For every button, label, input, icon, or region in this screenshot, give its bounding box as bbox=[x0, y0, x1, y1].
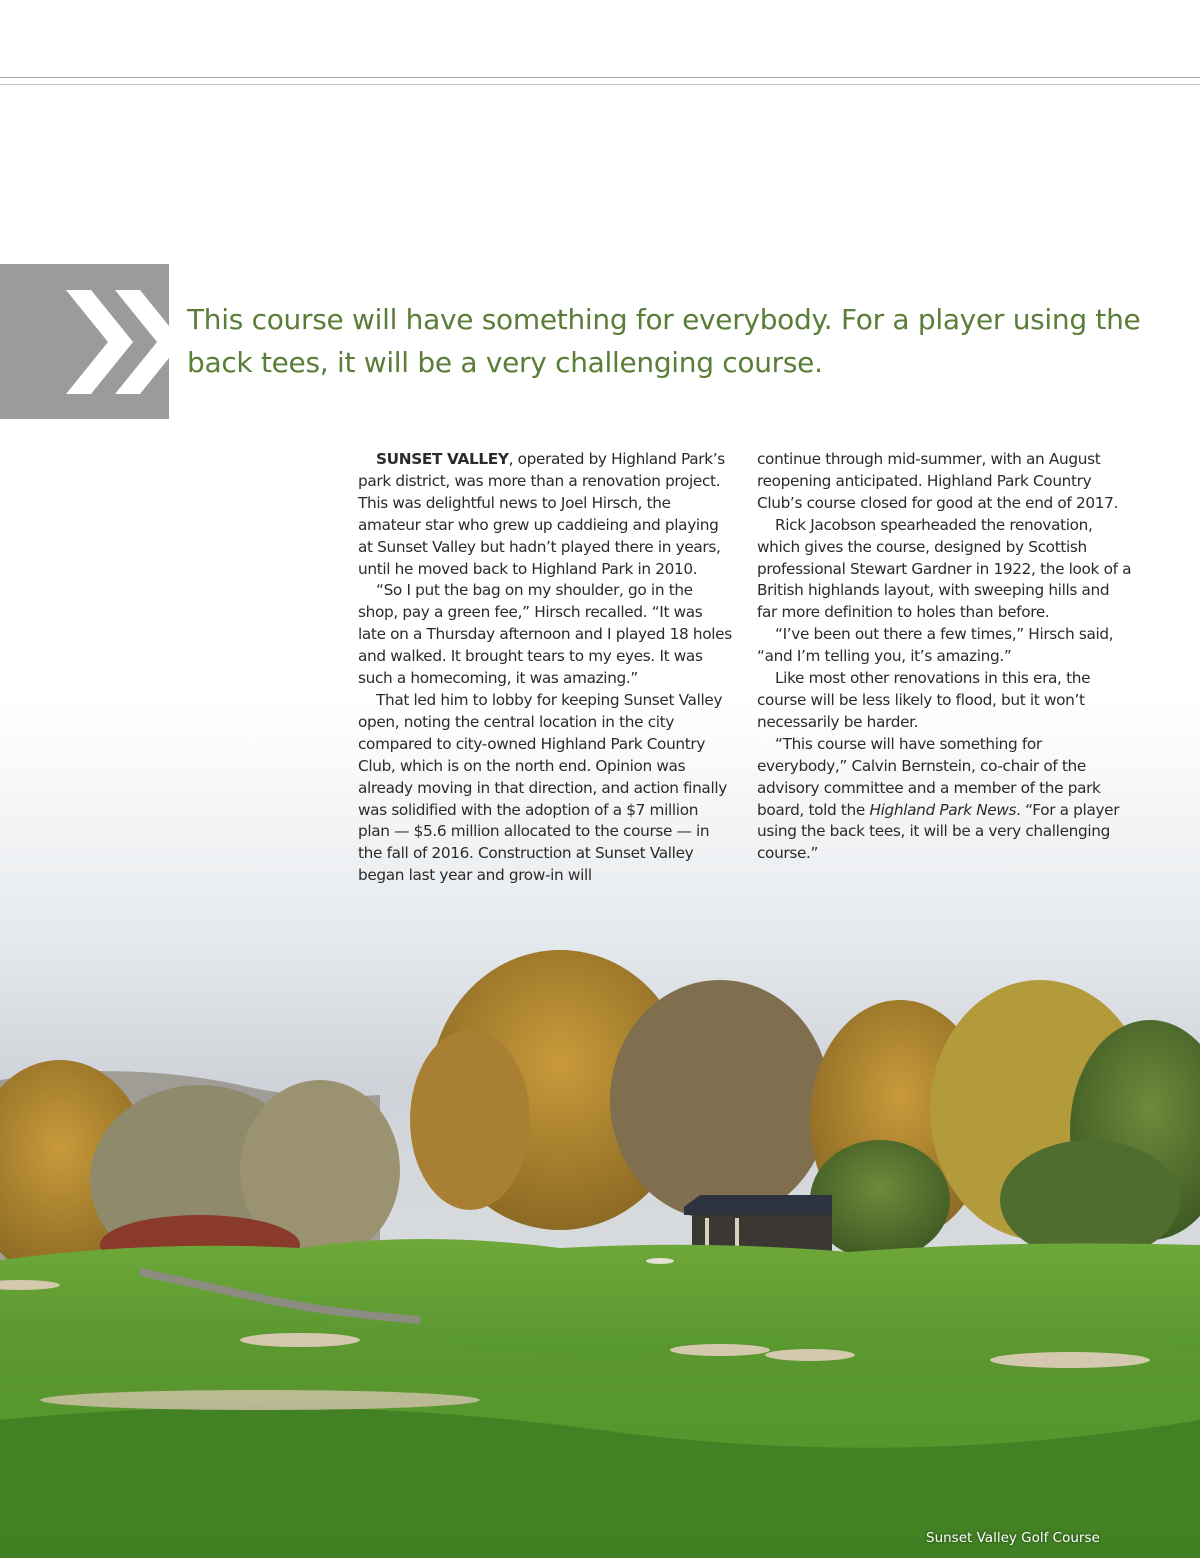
article-paragraph: Rick Jacobson spearheaded the renovation, which gives the course, designed by Scottish professional Stewart Gardner in 1922, the look of a British highlands layout, with sweeping hills and far more definition to holes than before. bbox=[757, 515, 1132, 622]
article-column-left bbox=[358, 449, 733, 887]
paragraph-text: . “For a player using the back tees, it will be a very challenging course.” bbox=[757, 800, 1120, 863]
article-paragraph: That led him to lobby for keeping Sunset Valley open, noting the central location in the city compared to city-owned Highland Park Country Club, which is on the north end. Opinion was already moving in that direction, and action finally was solidified with the adoption of a $7 million plan — $5.6 million allocated to the course — in the fall of 2016. Construction at Sunset Valley began last year and grow-in will bbox=[358, 690, 727, 885]
publication-name: Highland Park News bbox=[869, 800, 1017, 819]
header-rule-top bbox=[0, 77, 1200, 78]
article-paragraph: “I’ve been out there a few times,” Hirsch said, “and I’m telling you, it’s amazing.” bbox=[757, 625, 1114, 666]
article-paragraph bbox=[757, 734, 1132, 865]
article-column-right bbox=[757, 449, 1132, 865]
article-paragraph bbox=[358, 449, 733, 580]
pull-quote: This course will have something for everybody. For a player using the back tees, it will be a very challenging course. bbox=[187, 303, 1141, 379]
article-paragraph: “So I put the bag on my shoulder, go in the shop, pay a green fee,” Hirsch recalled. “It was late on a Thursday afternoon and I played 18 holes and walked. It brought tears to my eyes. It was such a homecoming, it was amazing.” bbox=[358, 581, 732, 688]
pull-quote-marker bbox=[0, 264, 169, 419]
paragraph-text: , operated by Highland Park’s park district, was more than a renovation project. This was delightful news to Joel Hirsch, the amateur star who grew up caddieing and playing at Sunset Valley but hadn’t played there in years, until he moved back to Highland Park in 2010. bbox=[358, 450, 725, 578]
lead-in: SUNSET VALLEY bbox=[376, 450, 509, 468]
article-paragraph: Like most other renovations in this era, the course will be less likely to flood, but it won’t necessarily be harder. bbox=[757, 669, 1091, 731]
paragraph-text: “This course will have something for everybody,” Calvin Bernstein, co-chair of the advisory committee and a member of the park board, told the bbox=[757, 734, 1101, 819]
double-chevron-right-icon bbox=[0, 264, 169, 419]
header-rule-bottom bbox=[0, 84, 1200, 85]
photo-caption: Sunset Valley Golf Course bbox=[926, 1530, 1100, 1546]
article-paragraph: continue through mid-summer, with an August reopening anticipated. Highland Park Country Club’s course closed for good at the end of 2017. bbox=[757, 450, 1119, 512]
